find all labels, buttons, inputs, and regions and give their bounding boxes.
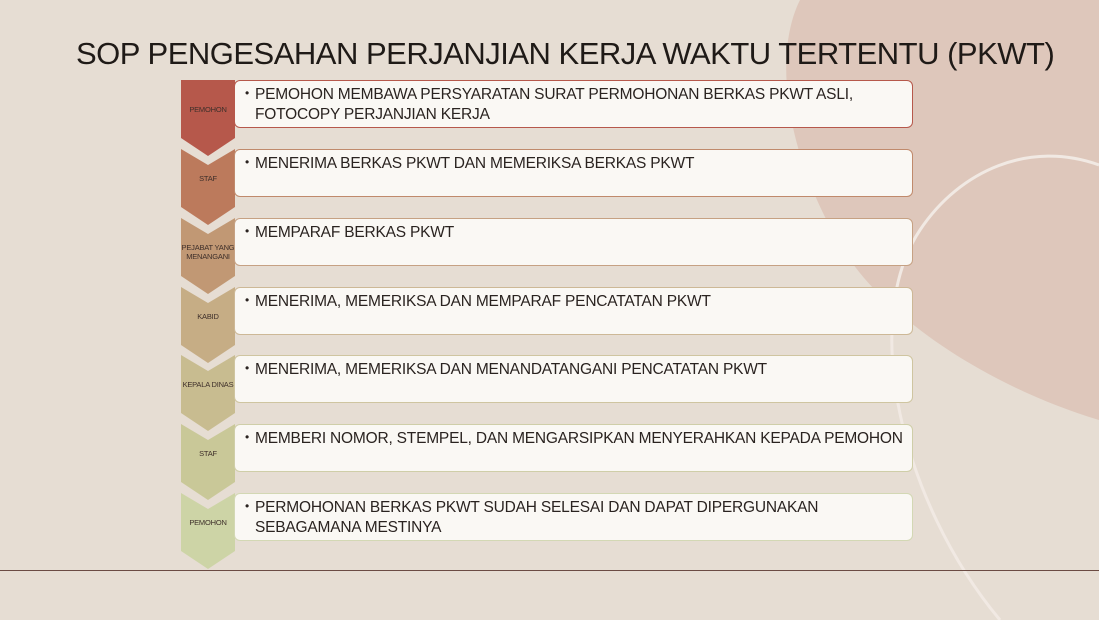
step-description: MENERIMA, MEMERIKSA DAN MEMPARAF PENCATATAN PKWT	[255, 293, 711, 310]
bullet-icon: •	[245, 224, 250, 238]
bullet-icon: •	[245, 499, 250, 513]
step-7	[0, 493, 1099, 562]
step-4	[0, 287, 1099, 356]
step-card	[234, 355, 913, 403]
bullet-icon: •	[245, 155, 250, 169]
step-chevron	[181, 355, 235, 431]
step-role-label: PEMOHON	[189, 518, 227, 527]
bullet-icon: •	[245, 430, 250, 444]
bottom-divider	[0, 570, 1099, 571]
slide-title: SOP PENGESAHAN PERJANJIAN KERJA WAKTU TERTENTU (PKWT)	[76, 36, 1055, 71]
step-1	[0, 80, 1099, 149]
step-3	[0, 218, 1099, 287]
step-card	[234, 80, 913, 128]
step-description: MEMPARAF BERKAS PKWT	[255, 224, 454, 241]
bullet-icon: •	[245, 86, 250, 100]
step-chevron	[181, 424, 235, 500]
bullet-icon: •	[245, 361, 250, 375]
step-card	[234, 493, 913, 541]
bullet-icon: •	[245, 293, 250, 307]
step-chevron	[181, 149, 235, 225]
step-description: PERMOHONAN BERKAS PKWT SUDAH SELESAI DAN DAPAT DIPERGUNAKAN SEBAGAMANA MESTINYA	[255, 499, 819, 536]
step-description: MEMBERI NOMOR, STEMPEL, DAN MENGARSIPKAN MENYERAHKAN KEPADA PEMOHON	[255, 430, 903, 447]
step-role-label: PEJABAT YANG MENANGANI	[181, 243, 235, 261]
step-role-label: STAF	[199, 174, 217, 183]
step-5	[0, 355, 1099, 424]
step-card	[234, 287, 913, 335]
step-role-label: PEMOHON	[189, 105, 227, 114]
step-role-label: KABID	[197, 312, 219, 321]
step-card	[234, 218, 913, 266]
step-chevron	[181, 493, 235, 569]
step-description: MENERIMA BERKAS PKWT DAN MEMERIKSA BERKAS PKWT	[255, 155, 695, 172]
step-chevron	[181, 80, 235, 156]
step-description: PEMOHON MEMBAWA PERSYARATAN SURAT PERMOHONAN BERKAS PKWT ASLI, FOTOCOPY PERJANJIAN KERJA	[255, 86, 853, 123]
step-card	[234, 424, 913, 472]
step-role-label: STAF	[199, 449, 217, 458]
step-description: MENERIMA, MEMERIKSA DAN MENANDATANGANI PENCATATAN PKWT	[255, 361, 767, 378]
step-chevron	[181, 287, 235, 363]
step-2	[0, 149, 1099, 218]
step-card	[234, 149, 913, 197]
step-6	[0, 424, 1099, 493]
step-role-label: KEPALA DINAS	[182, 380, 234, 389]
